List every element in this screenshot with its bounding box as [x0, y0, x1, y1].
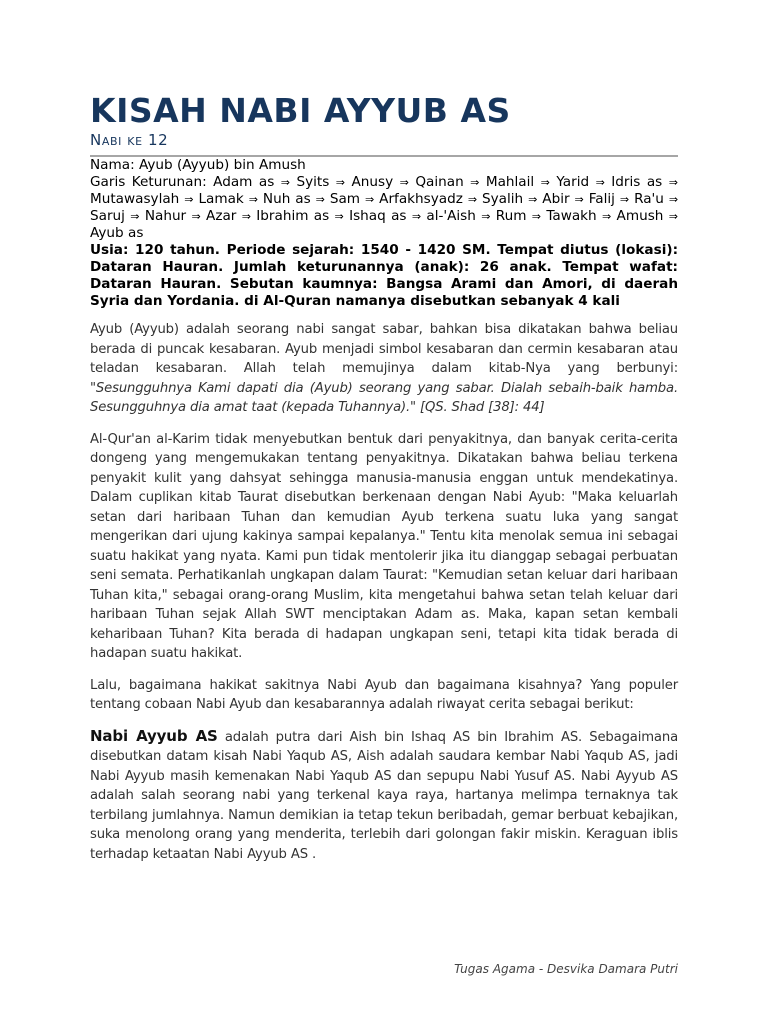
info-block — [90, 157, 678, 310]
lineage-item: Idris as — [611, 174, 663, 190]
lineage-item: Abir — [542, 191, 570, 207]
footer-credit: Tugas Agama - Desvika Damara Putri — [454, 962, 678, 976]
lineage-item: Qainan — [415, 174, 464, 190]
arrow-right-icon: ⇒ — [315, 193, 325, 206]
arrow-right-icon: ⇒ — [668, 210, 678, 223]
arrow-right-icon: ⇒ — [248, 193, 258, 206]
paragraph-4: Nabi Ayyub AS adalah putra dari Aish bin Ishaq AS bin Ibrahim AS. Sebagaimana disebutkan datam kisah Nabi Yaqub AS, Aish adalah saudara kembar Nabi Yaqub AS, jadi Nabi Ayyub masih kemenakan Nabi Yaqub AS dan sepupu Nabi Yusuf AS. Nabi Ayyub AS adalah salah seorang nabi yang terkenal kaya raya, hartanya melimpa ternaknya tak terbilang jumlahnya. Namun demikian ia tetap tekun beribadah, gemar berbuat kebajikan, suka menolong orang yang menderita, terlebih dari golongan fakir miskin. Keraguan iblis terhadap ketaatan Nabi Ayyub AS . — [90, 726, 678, 862]
arrow-right-icon: ⇒ — [470, 176, 480, 189]
arrow-right-icon: ⇒ — [241, 210, 251, 223]
document-page — [90, 92, 678, 864]
body-text — [90, 320, 678, 864]
arrow-right-icon: ⇒ — [411, 210, 422, 223]
usia-info: Usia: 120 tahun. Periode sejarah: 1540 - 1420 SM. Tempat diutus (lokasi): Dataran Hauran. Jumlah keturunannya (anak): 26 anak. Tempat wafat: Dataran Hauran. Sebutan kaumnya: Bangsa Arami dan Amori, di daerah Syria dan Yordania. di Al-Quran namanya disebutkan sebanyak 4 kali — [90, 242, 678, 309]
arrow-right-icon: ⇒ — [602, 210, 612, 223]
arrow-right-icon: ⇒ — [184, 193, 194, 206]
lineage-item: Amush — [616, 208, 664, 224]
lineage-item: Ayub as — [90, 225, 144, 241]
paragraph-3: Lalu, bagaimana hakikat sakitnya Nabi Ayub dan bagaimana kisahnya? Yang populer tentang cobaan Nabi Ayub dan kesabarannya adalah riwayat cerita sebagai berikut: — [90, 677, 678, 712]
arrow-right-icon: ⇒ — [334, 210, 344, 223]
lineage-item: Syalih — [481, 191, 524, 207]
nama-line: Nama: Ayub (Ayyub) bin Amush — [90, 157, 306, 173]
lineage-item: Nahur — [144, 208, 187, 224]
paragraph-2: Al-Qur'an al-Karim tidak menyebutkan bentuk dari penyakitnya, dan banyak cerita-cerita dongeng yang mengemukakan tentang penyakitnya. Dikatakan bahwa beliau terkena penyakit kulit yang dahsyat sehingga manusia-manusia enggan untuk mendekatinya. Dalam cuplikan kitab Taurat disebutkan berkenaan dengan Nabi Ayub: "Maka keluarlah setan dari haribaan Tuhan dan kemudian Ayub terkena suatu luka yang sangat mengerikan dari ujung kakinya sampai kepalanya." Tentu kita menolak semua ini sebagai suatu hakikat yang nyata. Kami pun tidak mentolerir jika itu dianggap sebagai perbuatan seni semata. Perhatikanlah ungkapan dalam Taurat: "Kemudian setan keluar dari haribaan Tuhan kita," sebagai orang-orang Muslim, kita mengetahui bahwa setan telah keluar dari haribaan Tuhan sejak Allah SWT menciptakan Adam as. Maka, kapan setan kembali keharibaan Tuhan? Kita berada di hadapan ungkapan seni, tetapi kita tidak berada di hadapan suatu hakikat. — [90, 431, 678, 661]
lineage-item: Yarid — [556, 174, 590, 190]
garis-label: Garis Keturunan: — [90, 174, 207, 190]
arrow-right-icon: ⇒ — [531, 210, 542, 223]
lineage-item: Azar — [206, 208, 237, 224]
arrow-right-icon: ⇒ — [595, 176, 605, 189]
quran-citation: [QS. Shad [38]: 44] — [420, 400, 545, 415]
arrow-right-icon: ⇒ — [191, 210, 201, 223]
lineage-item: al-'Aish — [426, 208, 476, 224]
lineage-item: Sam — [329, 191, 361, 207]
lineage-item: Ra'u — [634, 191, 664, 207]
arrow-right-icon: ⇒ — [399, 176, 409, 189]
page-subtitle: Nabi ke 12 — [90, 131, 169, 149]
arrow-right-icon: ⇒ — [130, 210, 140, 223]
lineage-item: Ishaq as — [349, 208, 407, 224]
garis-keturunan — [90, 174, 678, 242]
lineage-item: Falij — [588, 191, 615, 207]
lineage-item: Tawakh — [546, 208, 597, 224]
lineage-item: Adam as — [213, 174, 275, 190]
arrow-right-icon: ⇒ — [481, 210, 491, 223]
lineage-item: Mahlail — [485, 174, 535, 190]
arrow-right-icon: ⇒ — [574, 193, 584, 206]
paragraph-4-lead: Nabi Ayyub AS — [90, 726, 218, 745]
lineage-item: Anusy — [351, 174, 394, 190]
arrow-right-icon: ⇒ — [280, 176, 290, 189]
lineage-item: Saruj — [90, 208, 125, 224]
page-title: KISAH NABI AYYUB AS — [90, 91, 511, 130]
arrow-right-icon: ⇒ — [619, 193, 630, 206]
arrow-right-icon: ⇒ — [364, 193, 375, 206]
lineage-item: Rum — [495, 208, 527, 224]
arrow-right-icon: ⇒ — [335, 176, 346, 189]
lineage-item: Arfakhsyadz — [379, 191, 463, 207]
lineage-item: Mutawasylah — [90, 191, 180, 207]
arrow-right-icon: ⇒ — [528, 193, 538, 206]
quran-quote: Sesungguhnya Kami dapati dia (Ayub) seorang yang sabar. Dialah sebaih-baik hamba. Sesungguhnya dia amat taat (kepada Tuhannya). — [90, 380, 678, 415]
arrow-right-icon: ⇒ — [668, 193, 679, 206]
arrow-right-icon: ⇒ — [467, 193, 478, 206]
arrow-right-icon: ⇒ — [540, 176, 550, 189]
lineage-item: Ibrahim as — [256, 208, 330, 224]
paragraph-1: Ayub (Ayyub) adalah seorang nabi sangat sabar, bahkan bisa dikatakan bahwa beliau berada di puncak kesabaran. Ayub menjadi simbol kesabaran dan cermin kesabaran atau teladan kesabaran. Allah telah memujinya dalam kitab-Nya yang berbunyi: "Sesungguhnya Kami dapati dia (Ayub) seorang yang sabar. Dialah sebaih-baik hamba. Sesungguhnya dia amat taat (kepada Tuhannya)." [QS. Shad [38]: 44] — [90, 322, 678, 415]
arrow-right-icon: ⇒ — [668, 176, 678, 189]
lineage-item: Nuh as — [262, 191, 311, 207]
lineage-item: Lamak — [198, 191, 244, 207]
lineage-item: Syits — [296, 174, 330, 190]
